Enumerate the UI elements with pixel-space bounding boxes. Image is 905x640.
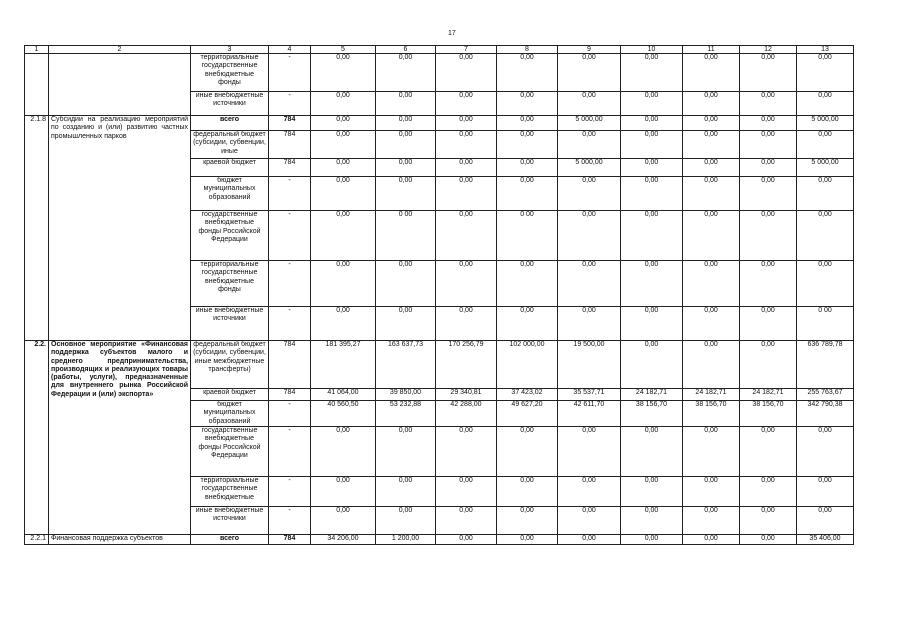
funding-source: иные внебюджетные источники bbox=[191, 507, 269, 535]
header-cell: 13 bbox=[797, 46, 854, 54]
value-cell: 0,00 bbox=[797, 211, 854, 261]
value-cell: 0,00 bbox=[621, 535, 683, 545]
value-cell: 0,00 bbox=[376, 307, 436, 341]
value-cell: 0 00 bbox=[797, 307, 854, 341]
grbs-code: 784 bbox=[269, 116, 311, 131]
value-cell: 0,00 bbox=[621, 92, 683, 116]
value-cell: 0,00 bbox=[621, 131, 683, 159]
value-cell: 0,00 bbox=[436, 477, 497, 507]
value-cell: 0,00 bbox=[311, 131, 376, 159]
value-cell: 0,00 bbox=[376, 131, 436, 159]
value-cell: 0,00 bbox=[683, 211, 740, 261]
value-cell: 0,00 bbox=[797, 92, 854, 116]
funding-source: всего bbox=[191, 535, 269, 545]
row-code bbox=[25, 54, 49, 116]
grbs-code: - bbox=[269, 211, 311, 261]
value-cell: 0,00 bbox=[683, 116, 740, 131]
grbs-code: 784 bbox=[269, 341, 311, 389]
value-cell: 0,00 bbox=[740, 116, 797, 131]
grbs-code: 784 bbox=[269, 389, 311, 401]
value-cell: 0,00 bbox=[797, 261, 854, 307]
value-cell: 0,00 bbox=[740, 477, 797, 507]
header-row bbox=[25, 46, 854, 54]
funding-source: краевой бюджет bbox=[191, 159, 269, 177]
value-cell: 0,00 bbox=[558, 131, 621, 159]
value-cell: 0,00 bbox=[683, 427, 740, 477]
value-cell: 37 423,02 bbox=[497, 389, 558, 401]
grbs-code: 784 bbox=[269, 535, 311, 545]
header-cell: 6 bbox=[376, 46, 436, 54]
grbs-code: 784 bbox=[269, 131, 311, 159]
grbs-code: - bbox=[269, 307, 311, 341]
table-row bbox=[25, 116, 854, 131]
value-cell: 0,00 bbox=[497, 177, 558, 211]
value-cell: 5 000,00 bbox=[558, 116, 621, 131]
value-cell: 0,00 bbox=[376, 177, 436, 211]
value-cell: 0,00 bbox=[497, 116, 558, 131]
value-cell: 0,00 bbox=[497, 307, 558, 341]
row-name: Финансовая поддержка субъектов bbox=[49, 535, 191, 545]
value-cell: 0,00 bbox=[558, 177, 621, 211]
table-row bbox=[25, 535, 854, 545]
value-cell: 0,00 bbox=[436, 211, 497, 261]
value-cell: 0,00 bbox=[621, 177, 683, 211]
value-cell: 0,00 bbox=[621, 116, 683, 131]
value-cell: 0,00 bbox=[311, 211, 376, 261]
grbs-code: - bbox=[269, 177, 311, 211]
table-row bbox=[25, 341, 854, 389]
value-cell: 0,00 bbox=[797, 177, 854, 211]
value-cell: 181 395,27 bbox=[311, 341, 376, 389]
value-cell: 0,00 bbox=[683, 177, 740, 211]
value-cell: 0,00 bbox=[311, 177, 376, 211]
value-cell: 5 000,00 bbox=[558, 159, 621, 177]
value-cell: 0,00 bbox=[311, 307, 376, 341]
value-cell: 0,00 bbox=[436, 54, 497, 92]
value-cell: 0,00 bbox=[740, 92, 797, 116]
header-cell: 1 bbox=[25, 46, 49, 54]
funding-source: иные внебюджетные источники bbox=[191, 92, 269, 116]
value-cell: 636 789,78 bbox=[797, 341, 854, 389]
value-cell: 0,00 bbox=[558, 307, 621, 341]
value-cell: 0,00 bbox=[740, 535, 797, 545]
value-cell: 0,00 bbox=[621, 159, 683, 177]
value-cell: 0,00 bbox=[558, 54, 621, 92]
value-cell: 24 182,71 bbox=[683, 389, 740, 401]
value-cell: 0,00 bbox=[497, 261, 558, 307]
value-cell: 0,00 bbox=[621, 507, 683, 535]
value-cell: 0,00 bbox=[683, 261, 740, 307]
value-cell: 0,00 bbox=[797, 427, 854, 477]
value-cell: 39 850,00 bbox=[376, 389, 436, 401]
value-cell: 0,00 bbox=[436, 507, 497, 535]
value-cell: 53 232,88 bbox=[376, 401, 436, 427]
value-cell: 0,00 bbox=[621, 427, 683, 477]
value-cell: 0,00 bbox=[558, 427, 621, 477]
funding-source: иные внебюджетные источники bbox=[191, 307, 269, 341]
row-code: 2.1.8 bbox=[25, 116, 49, 341]
value-cell: 0,00 bbox=[376, 261, 436, 307]
value-cell: 0,00 bbox=[683, 477, 740, 507]
value-cell: 342 790,38 bbox=[797, 401, 854, 427]
value-cell: 0,00 bbox=[311, 116, 376, 131]
value-cell: 24 182,71 bbox=[740, 389, 797, 401]
value-cell: 0,00 bbox=[683, 341, 740, 389]
header-cell: 4 bbox=[269, 46, 311, 54]
value-cell: 34 206,00 bbox=[311, 535, 376, 545]
value-cell: 0,00 bbox=[740, 131, 797, 159]
page-number: 17 bbox=[448, 30, 456, 37]
table-body bbox=[25, 46, 854, 545]
value-cell: 0,00 bbox=[311, 427, 376, 477]
budget-table bbox=[24, 45, 854, 545]
value-cell: 0 00 bbox=[376, 211, 436, 261]
header-cell: 12 bbox=[740, 46, 797, 54]
value-cell: 0,00 bbox=[376, 477, 436, 507]
value-cell: 38 156,70 bbox=[740, 401, 797, 427]
value-cell: 0,00 bbox=[558, 211, 621, 261]
value-cell: 19 500,00 bbox=[558, 341, 621, 389]
funding-source: территориальные государственные внебюджетные bbox=[191, 477, 269, 507]
value-cell: 0,00 bbox=[558, 261, 621, 307]
value-cell: 0,00 bbox=[376, 159, 436, 177]
funding-source: государственные внебюджетные фонды Российской Федерации bbox=[191, 211, 269, 261]
funding-source: федеральный бюджет (субсидии, субвенции, иные межбюджетные трансферты) bbox=[191, 341, 269, 389]
header-cell: 11 bbox=[683, 46, 740, 54]
value-cell: 0,00 bbox=[311, 261, 376, 307]
value-cell: 0,00 bbox=[311, 507, 376, 535]
value-cell: 0,00 bbox=[740, 159, 797, 177]
value-cell: 0,00 bbox=[558, 477, 621, 507]
value-cell: 0,00 bbox=[740, 307, 797, 341]
value-cell: 0,00 bbox=[558, 507, 621, 535]
value-cell: 170 256,79 bbox=[436, 341, 497, 389]
value-cell: 35 406,00 bbox=[797, 535, 854, 545]
row-name: Основное мероприятие «Финансовая поддержка субъектов малого и среднего предпринимательства, производящих и реализующих товары (работы, услуги), предназначенные для внутреннего рынка Российской Федерации и (или) экспорта» bbox=[49, 341, 191, 535]
value-cell: 0,00 bbox=[376, 92, 436, 116]
value-cell: 0,00 bbox=[376, 427, 436, 477]
value-cell: 29 340,81 bbox=[436, 389, 497, 401]
row-code: 2.2.1 bbox=[25, 535, 49, 545]
value-cell: 0,00 bbox=[436, 131, 497, 159]
value-cell: 0,00 bbox=[311, 54, 376, 92]
value-cell: 0 00 bbox=[497, 211, 558, 261]
value-cell: 0,00 bbox=[797, 54, 854, 92]
value-cell: 0,00 bbox=[740, 341, 797, 389]
value-cell: 0,00 bbox=[683, 54, 740, 92]
value-cell: 0,00 bbox=[436, 261, 497, 307]
value-cell: 5 000,00 bbox=[797, 159, 854, 177]
row-name: Субсидии на реализацию мероприятий по созданию и (или) развитию частных промышленных парков bbox=[49, 116, 191, 341]
header-cell: 10 bbox=[621, 46, 683, 54]
value-cell: 163 637,73 bbox=[376, 341, 436, 389]
grbs-code: - bbox=[269, 427, 311, 477]
value-cell: 0,00 bbox=[497, 92, 558, 116]
value-cell: 0,00 bbox=[497, 535, 558, 545]
value-cell: 0,00 bbox=[497, 507, 558, 535]
funding-source: бюджет муниципальных образований bbox=[191, 177, 269, 211]
grbs-code: 784 bbox=[269, 159, 311, 177]
value-cell: 1 200,00 bbox=[376, 535, 436, 545]
value-cell: 0,00 bbox=[376, 116, 436, 131]
value-cell: 0,00 bbox=[436, 427, 497, 477]
grbs-code: - bbox=[269, 92, 311, 116]
value-cell: 0,00 bbox=[797, 507, 854, 535]
value-cell: 0,00 bbox=[311, 159, 376, 177]
value-cell: 40 560,50 bbox=[311, 401, 376, 427]
header-cell: 3 bbox=[191, 46, 269, 54]
value-cell: 0,00 bbox=[683, 159, 740, 177]
header-cell: 7 bbox=[436, 46, 497, 54]
value-cell: 0,00 bbox=[621, 54, 683, 92]
grbs-code: - bbox=[269, 477, 311, 507]
value-cell: 255 763,67 bbox=[797, 389, 854, 401]
funding-source: всего bbox=[191, 116, 269, 131]
value-cell: 42 288,00 bbox=[436, 401, 497, 427]
value-cell: 0,00 bbox=[497, 131, 558, 159]
value-cell: 5 000,00 bbox=[797, 116, 854, 131]
value-cell: 38 156,70 bbox=[621, 401, 683, 427]
value-cell: 0,00 bbox=[558, 92, 621, 116]
value-cell: 0,00 bbox=[497, 477, 558, 507]
funding-source: краевой бюджет bbox=[191, 389, 269, 401]
value-cell: 0,00 bbox=[497, 159, 558, 177]
grbs-code: - bbox=[269, 261, 311, 307]
row-name bbox=[49, 54, 191, 116]
funding-source: территориальные государственные внебюджетные фонды bbox=[191, 261, 269, 307]
value-cell: 0,00 bbox=[621, 211, 683, 261]
value-cell: 0,00 bbox=[740, 211, 797, 261]
value-cell: 0,00 bbox=[621, 261, 683, 307]
funding-source: федеральный бюджет (субсидии, субвенции, иные bbox=[191, 131, 269, 159]
value-cell: 0,00 bbox=[621, 477, 683, 507]
value-cell: 0,00 bbox=[621, 307, 683, 341]
value-cell: 0,00 bbox=[740, 177, 797, 211]
value-cell: 0,00 bbox=[497, 54, 558, 92]
value-cell: 0,00 bbox=[436, 307, 497, 341]
value-cell: 0,00 bbox=[683, 307, 740, 341]
value-cell: 0,00 bbox=[683, 507, 740, 535]
value-cell: 0,00 bbox=[311, 477, 376, 507]
value-cell: 0,00 bbox=[797, 131, 854, 159]
value-cell: 0,00 bbox=[497, 427, 558, 477]
funding-source: территориальные государственные внебюджетные фонды bbox=[191, 54, 269, 92]
value-cell: 35 537,71 bbox=[558, 389, 621, 401]
value-cell: 0,00 bbox=[436, 116, 497, 131]
value-cell: 38 156,70 bbox=[683, 401, 740, 427]
value-cell: 0,00 bbox=[311, 92, 376, 116]
header-cell: 9 bbox=[558, 46, 621, 54]
value-cell: 0,00 bbox=[436, 177, 497, 211]
value-cell: 0,00 bbox=[558, 535, 621, 545]
value-cell: 0,00 bbox=[740, 261, 797, 307]
value-cell: 0,00 bbox=[740, 54, 797, 92]
value-cell: 0,00 bbox=[376, 507, 436, 535]
row-code: 2.2. bbox=[25, 341, 49, 535]
table-row bbox=[25, 54, 854, 92]
value-cell: 102 000,00 bbox=[497, 341, 558, 389]
grbs-code: - bbox=[269, 54, 311, 92]
value-cell: 0,00 bbox=[376, 54, 436, 92]
value-cell: 41 064,00 bbox=[311, 389, 376, 401]
value-cell: 0,00 bbox=[683, 131, 740, 159]
value-cell: 49 627,20 bbox=[497, 401, 558, 427]
header-cell: 8 bbox=[497, 46, 558, 54]
value-cell: 0,00 bbox=[683, 535, 740, 545]
header-cell: 2 bbox=[49, 46, 191, 54]
value-cell: 24 182,71 bbox=[621, 389, 683, 401]
value-cell: 0,00 bbox=[740, 507, 797, 535]
value-cell: 0,00 bbox=[436, 92, 497, 116]
grbs-code: - bbox=[269, 401, 311, 427]
header-cell: 5 bbox=[311, 46, 376, 54]
value-cell: 0,00 bbox=[436, 159, 497, 177]
value-cell: 0,00 bbox=[797, 477, 854, 507]
value-cell: 42 611,70 bbox=[558, 401, 621, 427]
value-cell: 0,00 bbox=[621, 341, 683, 389]
value-cell: 0,00 bbox=[740, 427, 797, 477]
funding-source: государственные внебюджетные фонды Российской Федерации bbox=[191, 427, 269, 477]
grbs-code: - bbox=[269, 507, 311, 535]
value-cell: 0,00 bbox=[436, 535, 497, 545]
value-cell: 0,00 bbox=[683, 92, 740, 116]
funding-source: бюджет муниципальных образований bbox=[191, 401, 269, 427]
